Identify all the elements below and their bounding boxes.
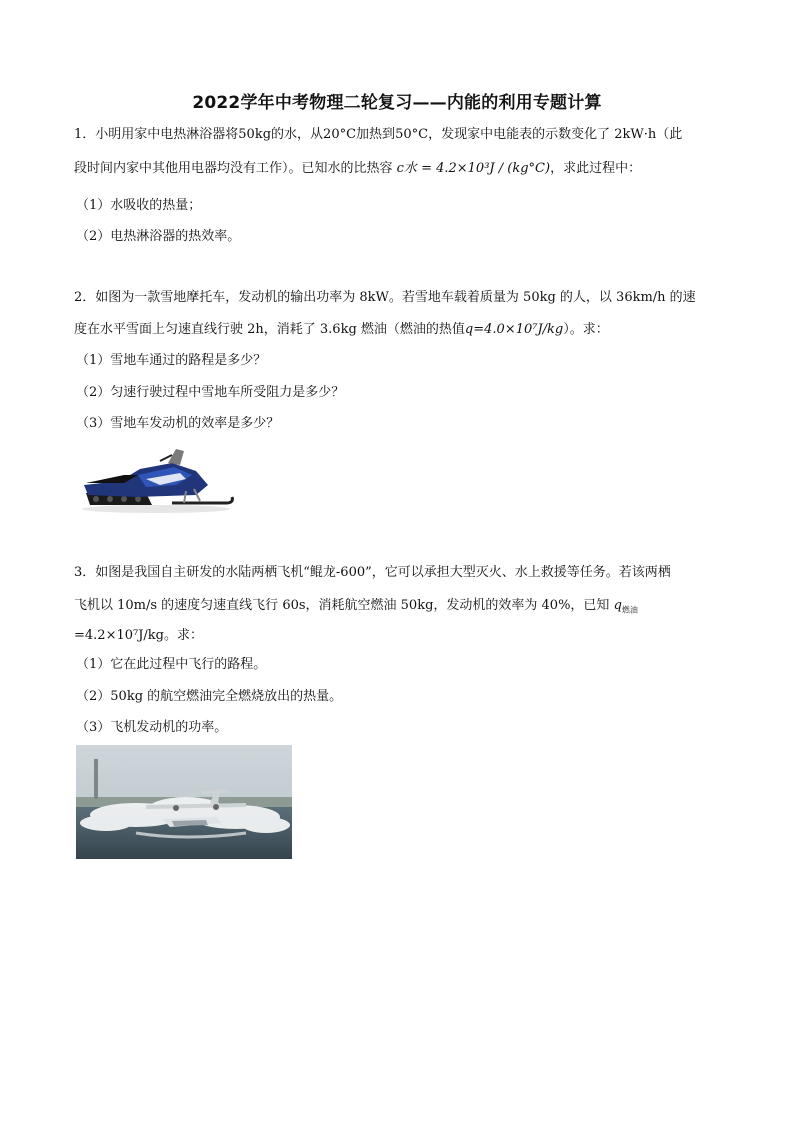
q2-sub-1: （1）雪地车通过的路程是多少？ <box>76 353 267 368</box>
q1-text: 1．小明用家中电热淋浴器将 <box>74 127 239 142</box>
q1-text: ，求此过程中： <box>550 161 642 176</box>
seaplane-icon <box>76 745 292 859</box>
q2-line-2 <box>74 321 609 339</box>
q3-sub-3: （3）飞机发动机的功率。 <box>76 720 228 735</box>
snowmobile-icon <box>76 445 236 515</box>
q1-text: 段时间内家中其他用电器均没有工作）。已知水的比热容 <box>74 161 393 176</box>
q3-sub-1: （1）它在此过程中飞行的路程。 <box>76 657 267 672</box>
fuel-q-subscript: 燃油 <box>621 605 638 615</box>
q3-line-1: 3．如图是我国自主研发的水陆两栖飞机“鲲龙-600”，它可以承担大型灭火、水上救援等任务。若该两栖 <box>74 565 671 580</box>
q3-line-2 <box>74 597 638 615</box>
fuel-q-symbol: q <box>613 598 622 613</box>
fuel-heat-value: q=4.0×10⁷J/kg <box>464 322 564 337</box>
q2-text: ）。求： <box>563 322 609 337</box>
q3-sub-2: （2）50kg 的航空燃油完全燃烧放出的热量。 <box>76 689 343 704</box>
q3-text: 飞机以 10m/s 的速度匀速直线飞行 60s，消耗航空燃油 50kg，发动机的效率为 40%，已知 <box>74 598 610 613</box>
specific-heat-formula: c水 = 4.2×10³J / (kg°C) <box>396 161 551 176</box>
q1-start-temp: 20°C <box>323 127 357 142</box>
q1-text: ，发现家中电能表的示数变化了 2kW·h（此 <box>428 127 683 142</box>
q2-line-1: 2．如图为一款雪地摩托车，发动机的输出功率为 8kW。若雪地车载着质量为 50kg 的人，以 36km/h 的速 <box>74 290 696 305</box>
document-title: 2022学年中考物理二轮复习——内能的利用专题计算 <box>192 93 602 113</box>
q1-text: 的水，从 <box>271 127 324 142</box>
q1-line-2 <box>74 160 641 178</box>
q1-line-1 <box>74 126 682 144</box>
q3-line-3: =4.2×10⁷J/kg。求： <box>74 628 204 643</box>
q1-sub-1: （1）水吸收的热量； <box>76 198 202 213</box>
q1-sub-2: （2）电热淋浴器的热效率。 <box>76 229 241 244</box>
q1-mass: 50kg <box>238 127 272 142</box>
q2-sub-3: （3）雪地车发动机的效率是多少？ <box>76 416 280 431</box>
q2-sub-2: （2）匀速行驶过程中雪地车所受阻力是多少？ <box>76 385 345 400</box>
q1-text: 加热到 <box>356 127 396 142</box>
q1-end-temp: 50°C <box>395 127 429 142</box>
q2-text: 度在水平雪面上匀速直线行驶 2h，消耗了 3.6kg 燃油（燃油的热值 <box>74 322 465 337</box>
